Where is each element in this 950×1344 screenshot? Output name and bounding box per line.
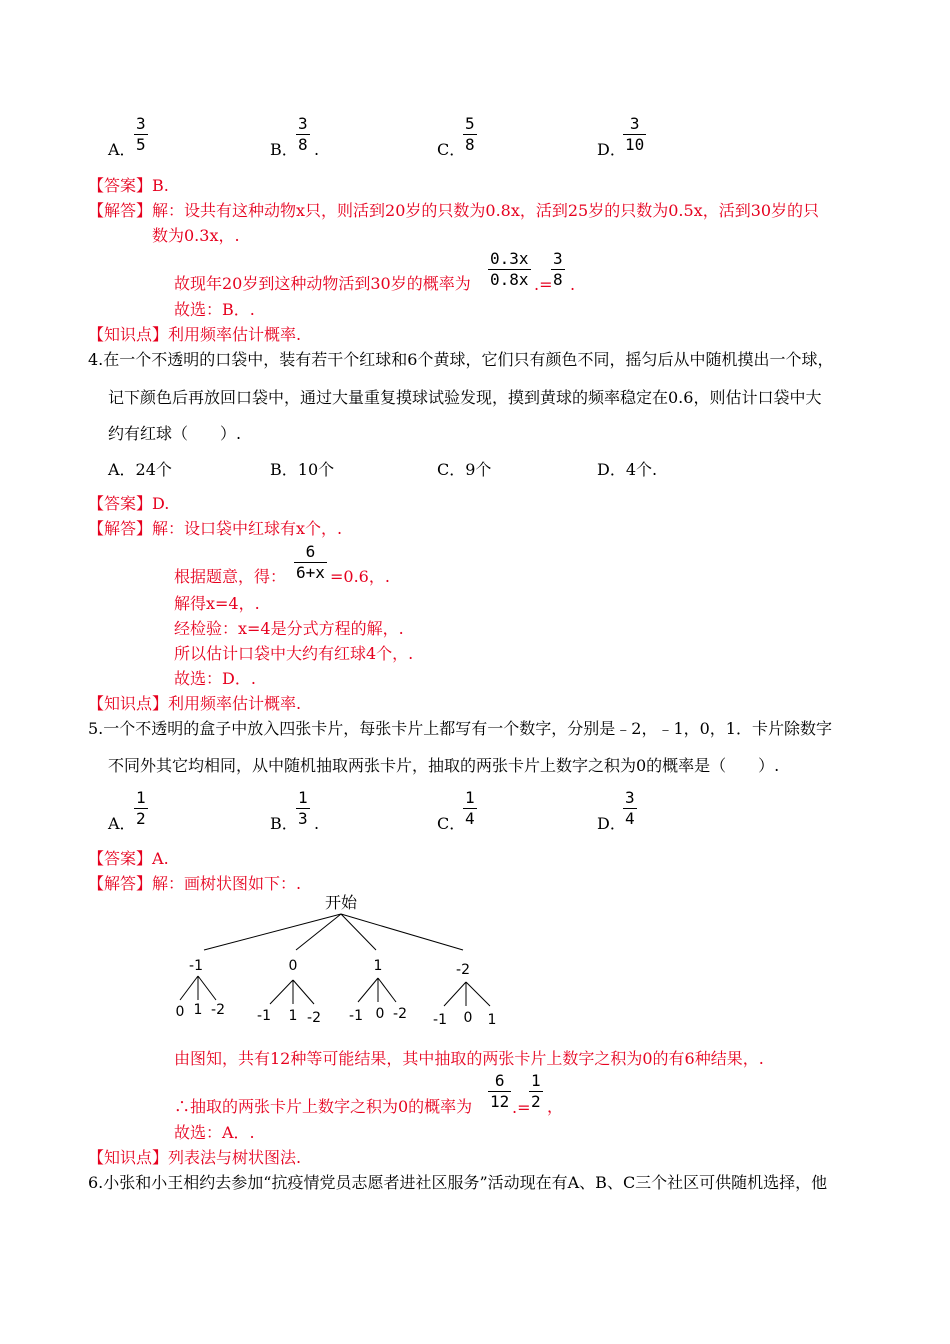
- solution-label: 【解答】: [88, 201, 153, 220]
- q3-solution-line2: 数为0.3x，.: [152, 226, 240, 245]
- fraction-numerator: 3: [629, 114, 640, 133]
- q4-stem-line3: 约有红球（ ）.: [108, 424, 242, 443]
- answer-label: 【答案】: [88, 849, 153, 868]
- fraction-numerator: 1: [298, 788, 308, 807]
- fraction-numerator: 6: [305, 542, 316, 561]
- tree-edge: [466, 982, 490, 1006]
- kp-label: 【知识点】: [88, 1148, 169, 1167]
- tree-leaf: -1: [349, 1008, 363, 1024]
- q4-option-c: C．9个: [437, 460, 492, 479]
- fraction-numerator: 1: [531, 1071, 541, 1090]
- tree-edge: [358, 978, 378, 1002]
- q5-stem-line2: 不同外其它均相同，从中随机抽取两张卡片，抽取的两张卡片上数字之积为0的概率是（ ）.: [108, 756, 780, 775]
- fraction-numerator: 3: [625, 788, 635, 807]
- q3-option-d-fraction: [623, 116, 646, 153]
- q6-stem-line1: 6.小张和小王相约去参加“抗疫情党员志愿者进社区服务”活动现在有A、B、C三个社区可供随机选择，他: [88, 1173, 828, 1192]
- q3-answer: [88, 178, 169, 194]
- fraction-denominator: 3: [298, 809, 308, 828]
- fraction-numerator: 1: [465, 788, 475, 807]
- tree-node-2: 0: [288, 958, 298, 974]
- q4-option-b: B．10个: [270, 460, 335, 479]
- q5-equals: .=: [512, 1098, 531, 1117]
- q5-knowledge-point: [88, 1150, 301, 1166]
- answer-value: D.: [152, 494, 170, 513]
- tree-edge: [293, 980, 314, 1004]
- solution-label: 【解答】: [88, 519, 153, 538]
- fraction-numerator: 6: [494, 1071, 505, 1090]
- q5-option-b-fraction: [296, 790, 310, 827]
- q3-solution-tail: .: [570, 275, 576, 294]
- fraction-denominator: 0.8x: [490, 270, 529, 289]
- tree-leaf: 1: [288, 1008, 298, 1024]
- tree-edge: [444, 982, 466, 1006]
- kp-text: 利用频率估计概率.: [168, 694, 302, 713]
- q3-solution-line3: 故现年20岁到这种动物活到30岁的概率为: [174, 274, 471, 293]
- solution-text: 解：设口袋中红球有x个，.: [152, 519, 343, 538]
- fraction-denominator: 10: [625, 135, 645, 154]
- answer-label: 【答案】: [88, 494, 153, 513]
- q3-choice: 故选：B．.: [174, 300, 255, 319]
- solution-text: 解：画树状图如下：.: [152, 874, 302, 893]
- tree-leaf: -2: [307, 1010, 321, 1026]
- fraction-numerator: 0.3x: [490, 249, 529, 268]
- tree-node-1: -1: [189, 958, 203, 974]
- q3-option-b-tail: .: [314, 140, 320, 159]
- q5-option-b-tail: .: [314, 814, 320, 833]
- q5-option-d-fraction: [623, 790, 637, 827]
- q5-solution-fraction-2: [529, 1073, 543, 1110]
- q4-solution-line3: 解得x=4，.: [174, 594, 260, 613]
- q4-answer: [88, 496, 169, 512]
- q5-option-c-letter: C．: [437, 814, 466, 833]
- q3-equals: .=: [534, 275, 553, 294]
- tree-edge: [180, 976, 198, 1000]
- tree-edge: [270, 980, 293, 1004]
- q4-solution-line5: 所以估计口袋中大约有红球4个，.: [174, 644, 414, 663]
- tree-leaf: -2: [211, 1002, 225, 1018]
- q4-stem-line2: 记下颜色后再放回口袋中，通过大量重复摸球试验发现，摸到黄球的频率稳定在0.6，则估计口袋中大: [108, 388, 822, 407]
- q5-option-a-fraction: [134, 790, 148, 827]
- q5-stem-line1: 5.一个不透明的盒子中放入四张卡片，每张卡片上都写有一个数字，分别是﹣2，﹣1，0，1．卡片除数字: [88, 719, 832, 738]
- q3-option-d-letter: D．: [597, 140, 626, 159]
- q4-option-a: A．24个: [108, 460, 172, 479]
- q4-solution-line4: 经检验：x=4是分式方程的解，.: [174, 619, 404, 638]
- q5-tree-diagram: [160, 890, 520, 1030]
- answer-value: B.: [152, 176, 169, 195]
- fraction-denominator: 5: [136, 135, 146, 154]
- tree-edge: [204, 914, 341, 950]
- tree-root: 开始: [324, 893, 358, 912]
- q3-knowledge-point: [88, 327, 301, 343]
- q5-choice: 故选：A．.: [174, 1123, 255, 1142]
- q5-solution-line3: ∴抽取的两张卡片上数字之积为0的概率为: [174, 1097, 473, 1116]
- q3-solution-fraction-1: [488, 251, 531, 288]
- fraction-denominator: 6+x: [296, 563, 325, 582]
- q5-option-b-letter: B．: [270, 814, 298, 833]
- q4-solution-line1: [88, 521, 342, 537]
- tree-edge: [378, 978, 396, 1002]
- tree-leaf: -1: [257, 1008, 271, 1024]
- solution-text: 解：设共有这种动物x只，则活到20岁的只数为0.8x，活到25岁的只数为0.5x，活到30岁的只: [152, 201, 820, 220]
- tree-node-4: -2: [456, 962, 470, 978]
- q5-solution-fraction-1: [488, 1073, 511, 1110]
- q3-option-a-fraction: [134, 116, 148, 153]
- fraction-numerator: 1: [136, 788, 146, 807]
- tree-leaf: -2: [393, 1006, 407, 1022]
- q3-solution-fraction-2: [551, 251, 565, 288]
- tree-leaf: 1: [487, 1012, 497, 1028]
- q4-stem-line1: 4.在一个不透明的口袋中，装有若干个红球和6个黄球，它们只有颜色不同，摇匀后从中随机摸出一个球，: [88, 350, 834, 369]
- q5-solution-tail: ，: [547, 1097, 564, 1116]
- fraction-numerator: 3: [136, 114, 146, 133]
- fraction-denominator: 12: [490, 1092, 510, 1111]
- fraction-denominator: 8: [553, 270, 563, 289]
- fraction-denominator: 8: [465, 135, 475, 154]
- q4-solution-fraction: [294, 544, 327, 581]
- fraction-numerator: 5: [465, 114, 475, 133]
- q3-option-c-letter: C．: [437, 140, 466, 159]
- tree-edge: [198, 976, 216, 1000]
- answer-label: 【答案】: [88, 176, 153, 195]
- fraction-denominator: 8: [298, 135, 308, 154]
- q5-option-c-fraction: [463, 790, 477, 827]
- q4-choice: 故选：D．.: [174, 669, 256, 688]
- tree-leaf: 0: [175, 1004, 185, 1020]
- kp-text: 利用频率估计概率.: [168, 325, 302, 344]
- tree-leaf: 0: [463, 1010, 473, 1026]
- fraction-numerator: 3: [298, 114, 308, 133]
- tree-edge: [341, 914, 463, 950]
- solution-label: 【解答】: [88, 874, 153, 893]
- q3-solution-line1: [88, 203, 819, 219]
- kp-text: 列表法与树状图法.: [168, 1148, 302, 1167]
- q5-option-a-letter: A．: [108, 814, 136, 833]
- q4-solution-line2-tail: =0.6，.: [330, 567, 390, 586]
- q4-solution-line2: 根据题意，得：: [174, 567, 287, 586]
- kp-label: 【知识点】: [88, 325, 169, 344]
- q3-option-c-fraction: [463, 116, 477, 153]
- kp-label: 【知识点】: [88, 694, 169, 713]
- fraction-denominator: 4: [465, 809, 475, 828]
- tree-leaf: -1: [433, 1012, 447, 1028]
- q5-option-d-letter: D．: [597, 814, 626, 833]
- fraction-denominator: 4: [625, 809, 635, 828]
- q3-option-b-fraction: [296, 116, 310, 153]
- q4-knowledge-point: [88, 696, 301, 712]
- q5-answer: [88, 851, 169, 867]
- q5-solution-line2: 由图知，共有12种等可能结果，其中抽取的两张卡片上数字之积为0的有6种结果，.: [174, 1049, 764, 1068]
- tree-leaf: 1: [193, 1002, 203, 1018]
- fraction-denominator: 2: [531, 1092, 541, 1111]
- fraction-numerator: 3: [553, 249, 563, 268]
- tree-leaf: 0: [375, 1006, 385, 1022]
- tree-node-3: 1: [373, 958, 383, 974]
- q3-option-b-letter: B．: [270, 140, 298, 159]
- q3-option-a-letter: A．: [108, 140, 136, 159]
- fraction-denominator: 2: [136, 809, 146, 828]
- q4-option-d: D．4个.: [597, 460, 658, 479]
- answer-value: A.: [152, 849, 169, 868]
